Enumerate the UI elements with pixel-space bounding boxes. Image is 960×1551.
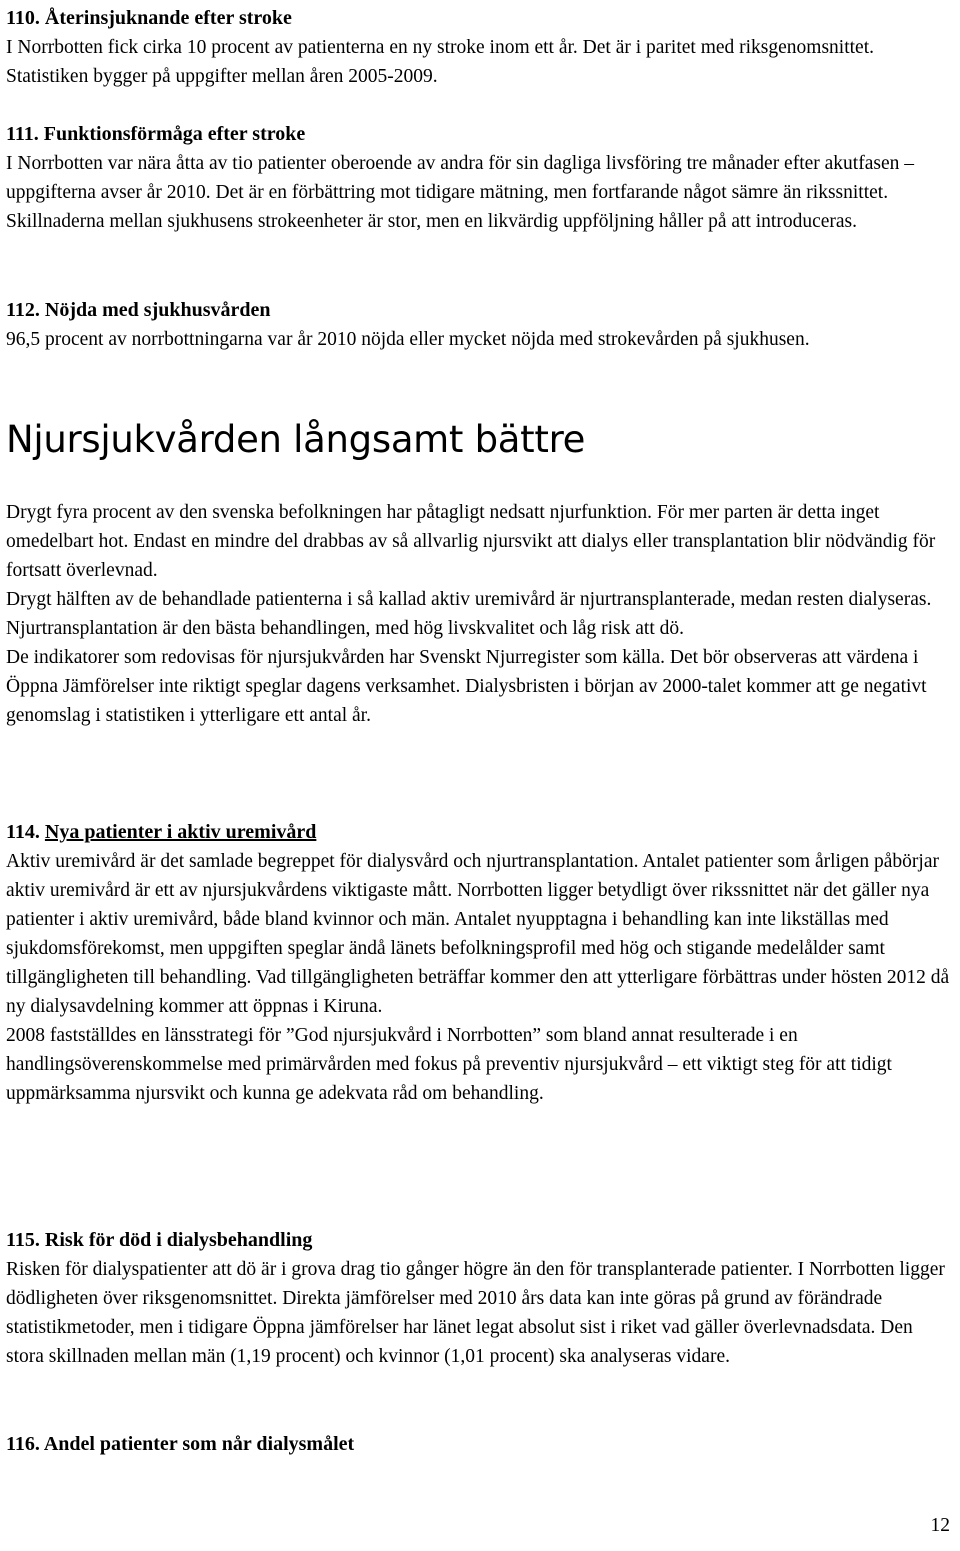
section-title [6,120,954,149]
paragraph: 2008 fastställdes en länsstrategi för ”God njursjukvård i Norrbotten” som bland annat resulterade i en handlingsöverenskommelse med primärvården med fokus på preventiv njursjukvård – ett viktigt steg för att tidigt uppmärksamma njursvikt och kunna ge adekvata råd om behandling. [6,1025,892,1104]
section-heading: Risk för död i dialysbehandling [44,1229,313,1251]
section-110 [6,4,954,91]
section-number: 114. [6,821,40,843]
section-heading: Andel patienter som når dialysmålet [43,1433,355,1455]
intro-section [6,498,954,730]
section-number: 110. [6,7,40,29]
paragraph: I Norrbotten var nära åtta av tio patienter oberoende av andra för sin dagliga livsföring tre månader efter akutfasen – uppgifterna avser år 2010. Det är en förbättring mot tidigare mätning, men fortfarande något sämre än rikssnittet. Skillnaderna mellan sjukhusens strokeenheter är stor, men en likvärdig uppföljning håller på att introduceras. [6,153,914,232]
section-number: 112. [6,299,40,321]
paragraph: Drygt hälften av de behandlade patienterna i så kallad aktiv uremivård är njurtransplanterade, medan resten dialyseras. Njurtransplantation är den bästa behandlingen, med hög livskvalitet och låg risk att dö. [6,589,932,639]
section-heading: Återinsjuknande efter stroke [44,7,292,29]
section-number: 116. [6,1433,40,1455]
section-title [6,4,954,33]
page-number: 12 [930,1515,950,1536]
section-heading: Nya patienter i aktiv uremivård [44,821,317,843]
section-title [6,1226,954,1255]
section-111 [6,120,954,236]
section-112 [6,296,954,354]
section-title [6,296,954,325]
section-heading: Nöjda med sjukhusvården [44,299,271,321]
section-number: 111. [6,123,39,145]
section-114 [6,818,954,1108]
paragraph: Risken för dialyspatienter att dö är i grova drag tio gånger högre än den för transplanterade patienter. I Norrbotten ligger dödligheten över riksgenomsnittet. Direkta jämförelser med 2010 års data kan inte göras på grund av förändrade statistikmetoder, men i tidigare Öppna jämförelser har länet legat absolut sist i riket vad gäller överlevnadsdata. Den stora skillnaden mellan män (1,19 procent) och kvinnor (1,01 procent) ska analyseras vidare. [6,1259,945,1367]
section-115 [6,1226,954,1371]
paragraph: De indikatorer som redovisas för njursjukvården har Svenskt Njurregister som källa. Det bör observeras att värdena i Öppna Jämförelser inte riktigt speglar dagens verksamhet. Dialysbristen i början av 2000-talet kommer att ge negativt genomslag i statistiken i ytterligare ett antal år. [6,647,927,726]
section-heading: Funktionsförmåga efter stroke [43,123,306,145]
section-number: 115. [6,1229,40,1251]
paragraph: Drygt fyra procent av den svenska befolkningen har påtagligt nedsatt njurfunktion. För mer parten är detta inget omedelbart hot. Endast en mindre del drabbas av så allvarlig njursvikt att dialys eller transplantation blir nödvändig för fortsatt överlevnad. [6,502,936,581]
section-title [6,1430,954,1459]
paragraph: I Norrbotten fick cirka 10 procent av patienterna en ny stroke inom ett år. Det är i paritet med riksgenomsnittet. Statistiken bygger på uppgifter mellan åren 2005-2009. [6,37,875,87]
section-title [6,818,954,847]
paragraph: 96,5 procent av norrbottningarna var år 2010 nöjda eller mycket nöjda med strokevården på sjukhusen. [6,329,810,350]
paragraph: Aktiv uremivård är det samlade begreppet för dialysvård och njurtransplantation. Antalet patienter som årligen påbörjar aktiv uremivård är ett av njursjukvårdens viktigaste mått. Norrbotten ligger betydligt över rikssnittet när det gäller nya patienter i aktiv uremivård, både bland kvinnor och män. Antalet nyupptagna i behandling kan inte likställas med sjukdomsförekomst, men uppgiften speglar ändå länets befolkningsprofil med hög och stigande medelålder samt tillgängligheten till behandling. Vad tillgängligheten beträffar kommer den att ytterligare förbättras under hösten 2012 då ny dialysavdelning kommer att öppnas i Kiruna. [6,851,950,1017]
chapter-heading: Njursjukvården långsamt bättre [6,418,586,461]
section-116 [6,1430,954,1459]
